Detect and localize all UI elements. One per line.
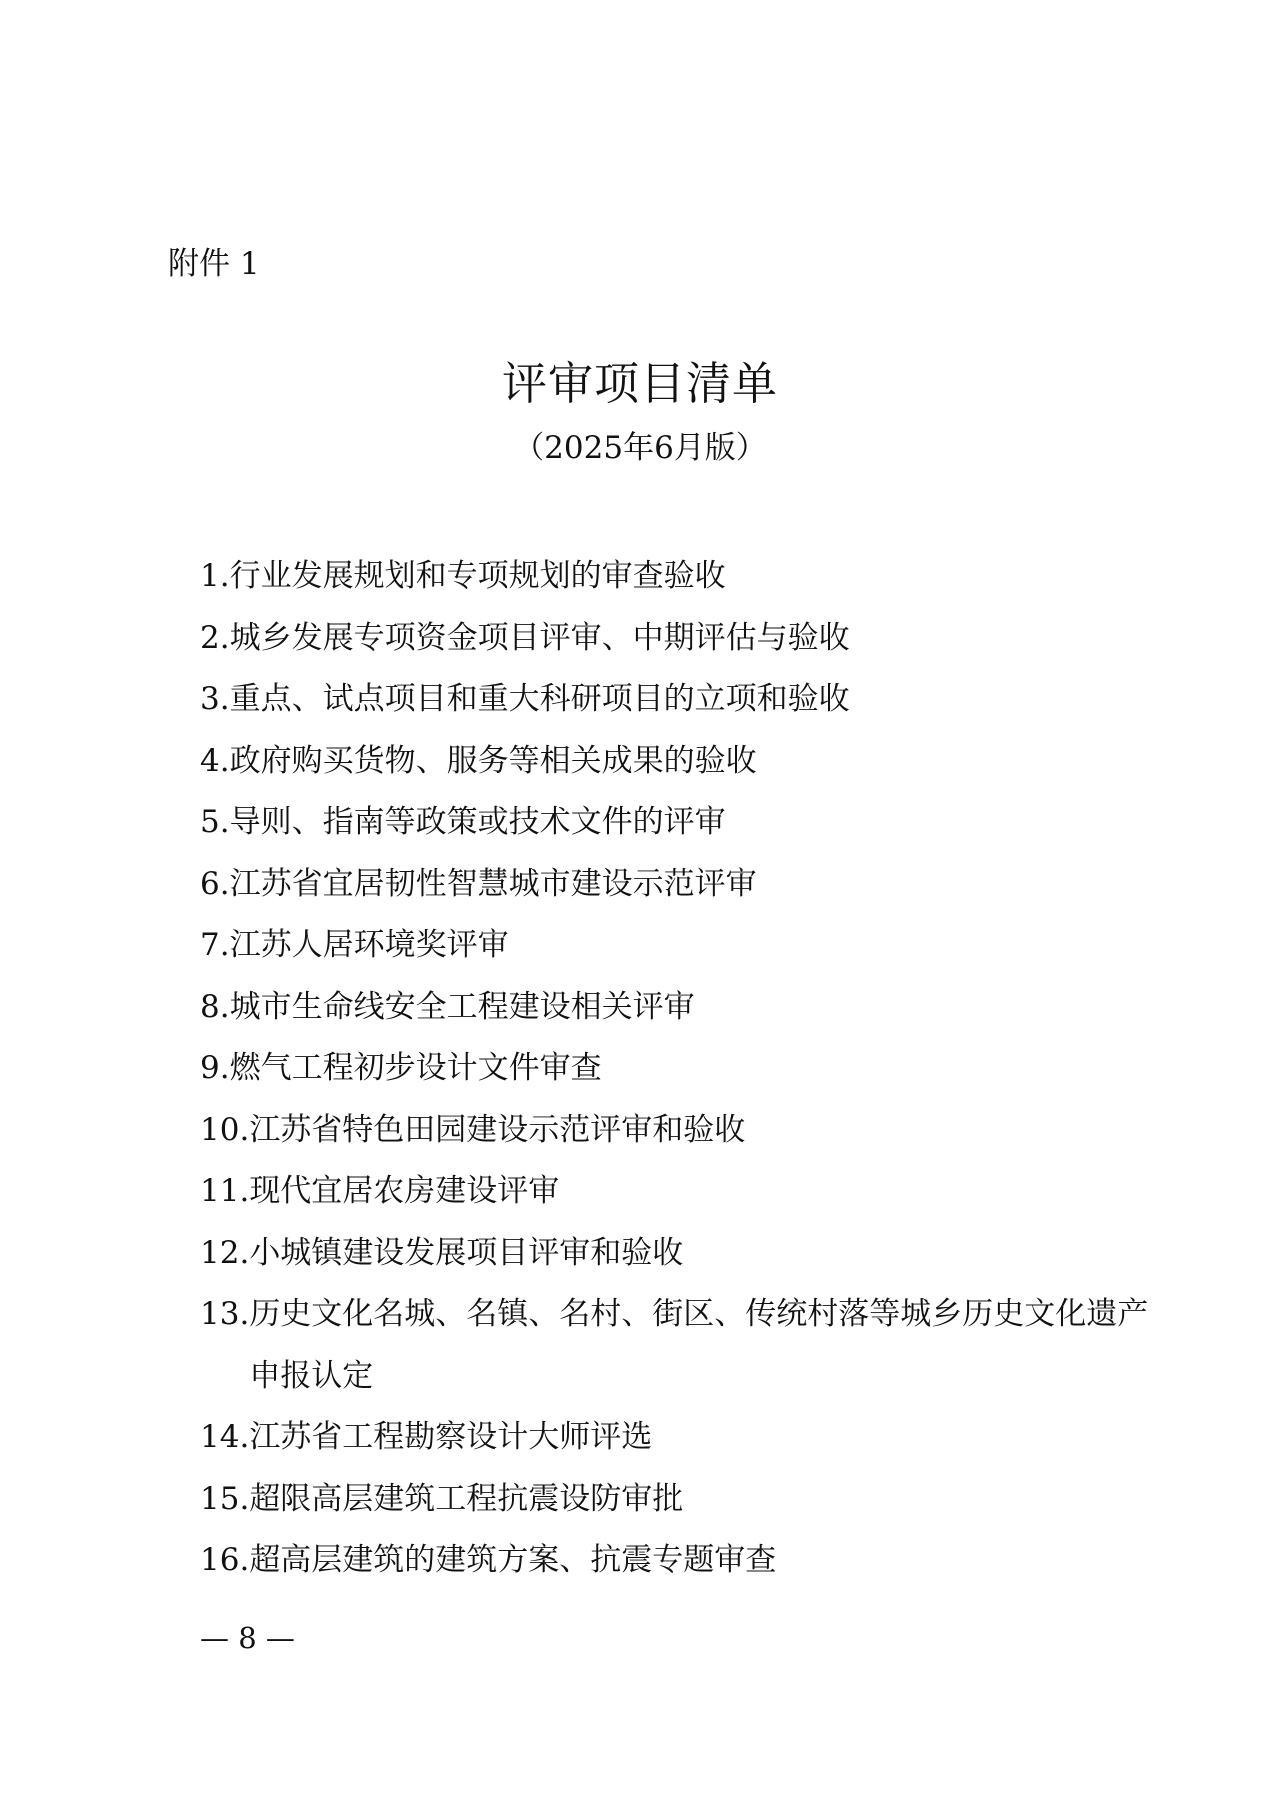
item-number: 8. <box>200 988 230 1025</box>
document-subtitle: （2025年6月版） <box>513 430 767 466</box>
document-title: 评审项目清单 <box>501 357 778 410</box>
item-text: 城乡发展专项资金项目评审、中期评估与验收 <box>229 619 850 656</box>
list-item <box>200 1469 1160 1531</box>
item-number: 13. <box>200 1296 250 1332</box>
item-number: 3. <box>200 681 230 717</box>
attachment-label: 附件 1 <box>168 246 260 282</box>
item-text: 重点、试点项目和重大科研项目的立项和验收 <box>229 681 850 717</box>
list-item <box>200 669 1160 731</box>
item-number: 5. <box>200 804 230 840</box>
item-text: 江苏人居环境奖评审 <box>229 927 509 963</box>
item-number: 2. <box>200 619 230 656</box>
list-item <box>200 1161 1160 1223</box>
page-number: — 8 — <box>200 1621 295 1655</box>
item-number: 6. <box>200 865 230 902</box>
list-item <box>200 1530 1160 1592</box>
item-text: 行业发展规划和专项规划的审查验收 <box>229 558 726 594</box>
list-item <box>200 731 1160 793</box>
list-item <box>200 1038 1160 1100</box>
list-item <box>200 1284 1160 1407</box>
item-text: 城市生命线安全工程建设相关评审 <box>229 988 695 1025</box>
list-item <box>200 915 1160 977</box>
item-number: 11. <box>200 1173 250 1209</box>
item-number: 9. <box>200 1050 230 1086</box>
item-text: 江苏省宜居韧性智慧城市建设示范评审 <box>229 865 757 902</box>
item-number: 15. <box>200 1480 250 1517</box>
item-text: 导则、指南等政策或技术文件的评审 <box>229 804 726 840</box>
item-text: 政府购买货物、服务等相关成果的验收 <box>229 742 757 779</box>
item-text: 超限高层建筑工程抗震设防审批 <box>249 1480 684 1517</box>
item-text: 燃气工程初步设计文件审查 <box>229 1050 602 1086</box>
list-item <box>200 1223 1160 1285</box>
item-text: 现代宜居农房建设评审 <box>249 1173 560 1209</box>
list-item <box>200 792 1160 854</box>
list-item <box>200 1407 1160 1469</box>
item-text: 超高层建筑的建筑方案、抗震专题审查 <box>249 1542 777 1578</box>
item-number: 1. <box>200 558 230 594</box>
list-item <box>200 854 1160 916</box>
review-items-list <box>200 546 1160 1592</box>
list-item <box>200 546 1160 608</box>
item-number: 12. <box>200 1234 250 1271</box>
item-text: 江苏省工程勘察设计大师评选 <box>249 1419 653 1455</box>
item-number: 4. <box>200 742 230 779</box>
list-item <box>200 608 1160 670</box>
item-number: 7. <box>200 927 230 963</box>
item-text: 历史文化名城、名镇、名村、街区、传统村落等城乡历史文化遗产申报认定 <box>249 1296 1149 1394</box>
item-number: 16. <box>200 1542 250 1578</box>
list-item <box>200 977 1160 1039</box>
item-number: 10. <box>200 1111 250 1148</box>
item-text: 小城镇建设发展项目评审和验收 <box>249 1234 684 1271</box>
item-text: 江苏省特色田园建设示范评审和验收 <box>249 1111 746 1148</box>
item-number: 14. <box>200 1419 250 1455</box>
list-item <box>200 1100 1160 1162</box>
